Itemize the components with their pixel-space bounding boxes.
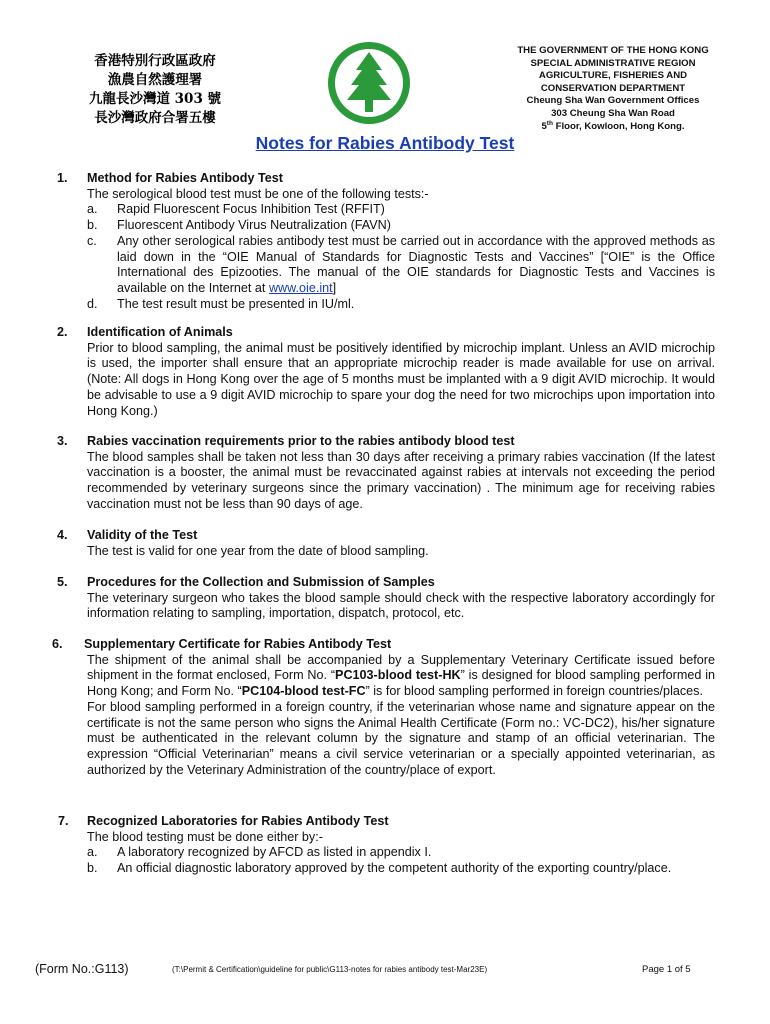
list-letter: d. [87, 296, 98, 311]
section-paragraph [87, 653, 715, 700]
list-letter: b. [87, 218, 98, 233]
section-body [87, 187, 715, 313]
section-body: The test is valid for one year from the date of blood sampling. [87, 543, 429, 558]
english-address-line: THE GOVERNMENT OF THE HONG KONG [517, 45, 709, 56]
list-letter: b. [87, 861, 98, 876]
list-item [87, 297, 715, 313]
list-item [87, 234, 715, 297]
list-text: Any other serological rabies antibody test must be carried out in accordance with the approved methods as laid down in the “OIE Manual of Standards for Diagnostic Tests and Vaccines” [“OIE” is the Office International des Epizooties. The manual of the OIE standards for Diagnostic Tests and Vaccines is available on the Internet at [117, 233, 715, 295]
section-title: Supplementary Certificate for Rabies Antibody Test [84, 637, 392, 651]
english-address-line: Cheung Sha Wan Government Offices [526, 95, 700, 107]
list-text: A laboratory recognized by AFCD as listed in appendix I. [117, 845, 432, 860]
section-body: The veterinary surgeon who takes the blood sample should check with the respective laboratory accordingly for information relating to sampling, importation, dispatch, protocol, etc. [87, 590, 715, 621]
afcd-tree-logo-icon [326, 40, 412, 126]
list-text: Fluorescent Antibody Virus Neutralization (FAVN) [117, 218, 391, 233]
list-item [87, 202, 715, 218]
page-number: Page 1 of 5 [642, 964, 691, 975]
english-address-line: AGRICULTURE, FISHERIES AND [538, 70, 688, 82]
section-body [87, 653, 715, 779]
english-address-line: SPECIAL ADMINISTRATIVE REGION [530, 57, 696, 69]
floor-number: 5 [541, 120, 547, 132]
list-item [87, 845, 715, 861]
section-body: The blood samples shall be taken not less than 30 days after receiving a primary rabies vaccination (If the latest vaccination is a booster, the animal must be revaccinated against rabies at intervals not exceeding the period recommended by veterinary surgeons since the primary vaccination) . The minimum age for receiving rabies vaccination must not be less than 90 days of age. [87, 449, 715, 511]
list-text: Rapid Fluorescent Focus Inhibition Test (RFFIT) [117, 202, 385, 217]
section-paragraph: For blood sampling performed in a foreign country, if the veterinarian whose name and signature appear on the certificate is not the same person who signs the Animal Health Certificate (Form no.: VC-DC2), his/her signature must be authenticated in the relevant column by the signature and stamp of an official veterinarian. The expression “Official Veterinarian” means a civil service veterinarian or a specially appointed veterinarian, as authorized by the Veterinary Administration of the country/place of export. [87, 699, 715, 777]
section-number: 1. [57, 171, 68, 185]
chinese-address-block [70, 52, 240, 128]
english-address-block [498, 45, 728, 133]
section-title: Identification of Animals [87, 325, 233, 339]
list-text-end: ] [332, 280, 337, 295]
list-letter: a. [87, 845, 98, 860]
chinese-address-line: 漁農自然護理署 [107, 72, 203, 88]
section-body [87, 830, 715, 877]
floor-suffix: th [546, 119, 553, 127]
floor-rest: Floor, Kowloon, Hong Kong. [552, 120, 685, 132]
list-letter: a. [87, 202, 98, 217]
page-title: Notes for Rabies Antibody Test [255, 133, 515, 153]
chinese-address-line: 九龍長沙灣道 303 號 [88, 91, 222, 107]
section-number: 5. [57, 575, 68, 589]
list-item [87, 218, 715, 234]
list-text: An official diagnostic laboratory approved by the competent authority of the exporting country/place. [117, 861, 672, 876]
paragraph-text: The shipment of the animal shall be accompanied by a Supplementary Veterinary Certificate issued before shipment in the format enclosed, Form No. “ [87, 652, 715, 683]
paragraph-text: ” is for blood sampling performed in foreign countries/places. [365, 684, 703, 699]
section-number: 4. [57, 528, 68, 542]
section-number: 7. [58, 814, 69, 828]
oie-website-link[interactable]: www.oie.int [268, 280, 333, 295]
form-number: (Form No.:G113) [35, 962, 129, 976]
list-item [87, 861, 715, 877]
section-number: 2. [57, 325, 68, 339]
section-number: 6. [52, 637, 63, 651]
chinese-address-line: 香港特別行政區政府 [94, 53, 216, 69]
list-text: The test result must be presented in IU/ml. [117, 296, 355, 311]
english-address-line: CONSERVATION DEPARTMENT [540, 82, 686, 94]
section-title: Method for Rabies Antibody Test [87, 171, 283, 185]
english-address-line: 303 Cheung Sha Wan Road [551, 107, 675, 119]
paragraph-text: ” is designed for blood sampling performed in Hong Kong; and Form No. “ [87, 668, 716, 699]
form-number-hk: PC103-blood test-HK [335, 668, 461, 683]
section-intro: The blood testing must be done either by:- [87, 829, 323, 844]
english-address-floor-line [498, 121, 728, 134]
section-title: Validity of the Test [87, 528, 198, 542]
chinese-address-line: 長沙灣政府合署五樓 [94, 110, 216, 126]
section-title: Recognized Laboratories for Rabies Antibody Test [87, 814, 389, 828]
section-body: Prior to blood sampling, the animal must be positively identified by microchip implant. Unless an AVID microchip is used, the importer shall ensure that an appropriate microchip reader is made available for use on arrival. (Note: All dogs in Hong Kong over the age of 5 months must be implanted with a 9 digit AVID microchip. It would be advisable to use a 9 digit AVID microchip to spare your dog the need for two microchips upon importation into Hong Kong.) [87, 340, 715, 418]
section-title: Procedures for the Collection and Submission of Samples [87, 575, 435, 589]
list-letter: c. [87, 233, 97, 248]
section-number: 3. [57, 434, 68, 448]
section-title: Rabies vaccination requirements prior to the rabies antibody blood test [87, 434, 515, 448]
section-intro: The serological blood test must be one of the following tests:- [87, 186, 429, 201]
file-path: (T:\Permit & Certification\guideline for public\G113-notes for rabies antibody test-Mar23E) [172, 965, 488, 974]
form-number-fc: PC104-blood test-FC [241, 684, 366, 699]
